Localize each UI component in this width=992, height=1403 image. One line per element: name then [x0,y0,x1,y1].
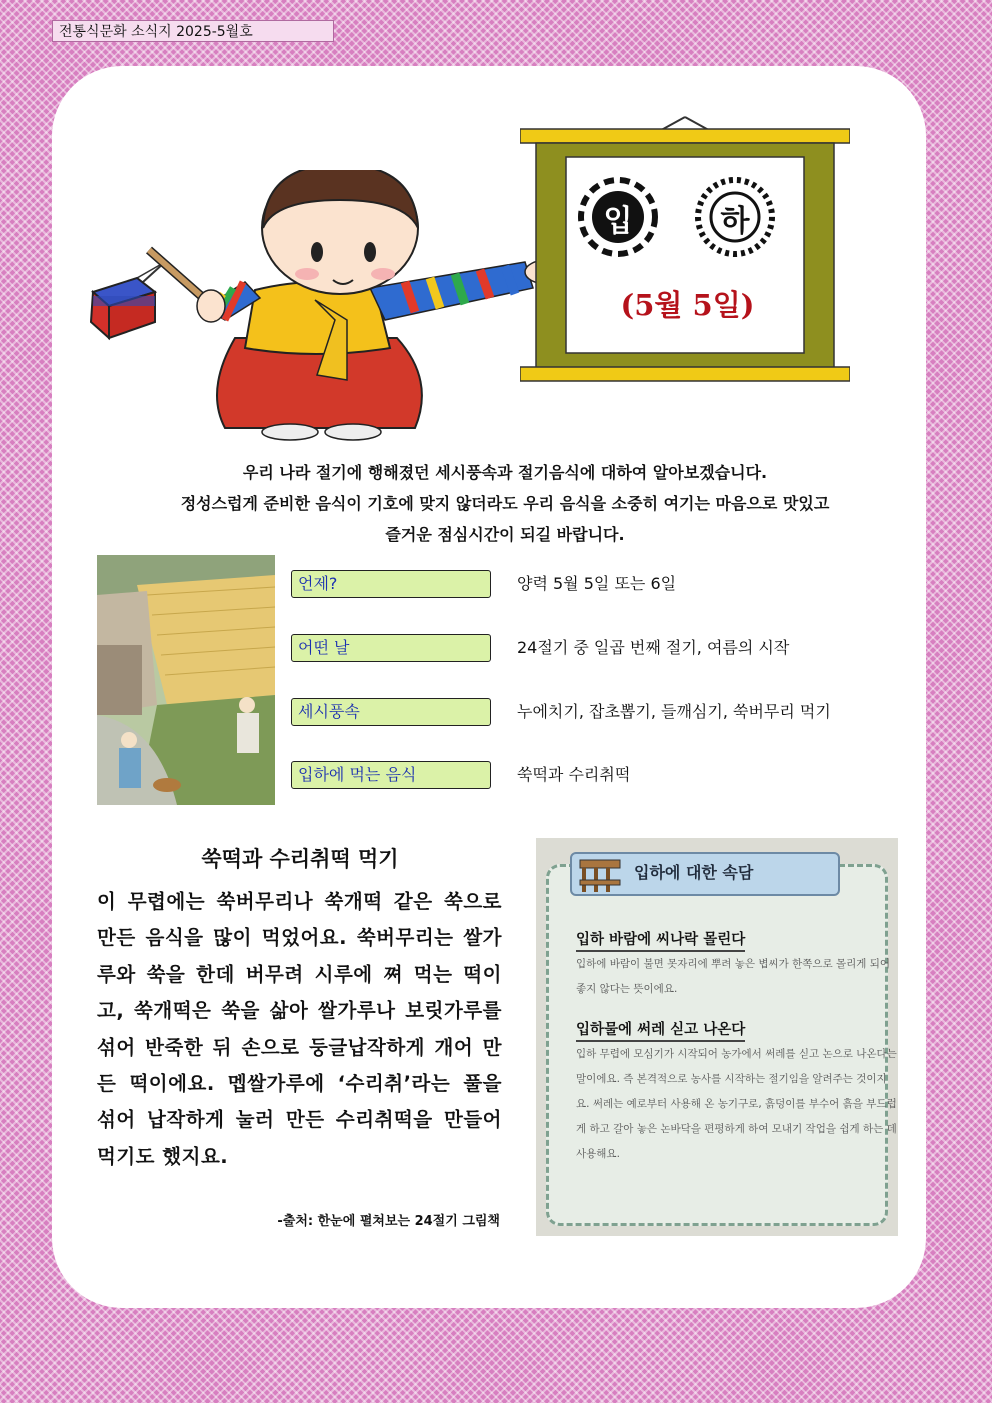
intro-line: 정성스럽게 준비한 음식이 기호에 맞지 않더라도 우리 음식을 소중히 여기는 마음으로 맛있고 [180,494,830,513]
info-value-what-day: 24절기 중 일곱 번째 절기, 여름의 시작 [517,638,790,657]
info-value-when: 양력 5월 5일 또는 6일 [517,574,677,593]
article-title: 쑥떡과 수리취떡 먹기 [201,847,399,871]
farm-scene-illustration [97,555,275,805]
info-label-food: 입하에 먹는 음식 [291,761,491,789]
proverb-text: 입하 무렵에 모심기가 시작되어 농가에서 써레를 싣고 논으로 나온다는 말이에요. 즉 본격적으로 농사를 시작하는 절기임을 알려주는 것이지요. 써레는 예로부터 사용해 온 농기구로, 흙덩이를 부수어 흙을 부드럽게 하고 갈아 놓은 논바닥을 편평하게 하여 모내기 작업을 쉽게 하는 데 사용해요. [576,1048,897,1160]
proverb-title: 입하 바람에 씨나락 몰린다 [576,928,745,952]
proverb-heading: 입하에 대한 속담 [634,863,754,882]
sign-char-ip: 입 [603,204,633,239]
hanging-scroll-sign [520,115,850,383]
info-label-what-day: 어떤 날 [291,634,491,662]
intro-line: 즐거운 점심시간이 되길 바랍니다. [385,525,625,544]
info-label-customs: 세시풍속 [291,698,491,726]
intro-text [100,457,910,550]
info-label-when: 언제? [291,570,491,598]
article-body: 이 무렵에는 쑥버무리나 쑥개떡 같은 쑥으로 만든 음식을 많이 먹었어요. 쑥버무리는 쌀가루와 쑥을 한데 버무려 시루에 쪄 먹는 떡이고, 쑥개떡은 쑥을 삶아 쌀가루나 보릿가루를 섞어 반죽한 뒤 손으로 둥글납작하게 개어 만든 떡이에요. 멥쌀가루에 ‘수리취’라는 풀을 섞어 납작하게 눌러 만든 수리취떡을 만들어 먹기도 했지요. [97,890,502,1168]
sign-char-ha: 하 [720,204,750,239]
hanbok-girl-illustration [85,170,545,445]
proverb-title: 입하물에 써레 싣고 나온다 [576,1018,745,1042]
article-source: -출처: 한눈에 펼쳐보는 24절기 그림책 [277,1214,500,1229]
proverb-text: 입하에 바람이 불면 못자리에 뿌려 놓은 볍씨가 한쪽으로 몰리게 되어 좋지 않다는 뜻이에요. [576,958,891,995]
proverb-photo [536,838,898,1236]
intro-line: 우리 나라 절기에 행해졌던 세시풍속과 절기음식에 대하여 알아보겠습니다. [242,463,768,482]
sign-date: (5월 5일) [620,288,755,322]
harrow-icon [576,852,626,898]
newsletter-tag: 전통식문화 소식지 2025-5월호 [52,20,334,42]
info-value-customs: 누에치기, 잡초뽑기, 들깨심기, 쑥버무리 먹기 [517,702,831,721]
info-value-food: 쑥떡과 수리취떡 [517,765,631,784]
